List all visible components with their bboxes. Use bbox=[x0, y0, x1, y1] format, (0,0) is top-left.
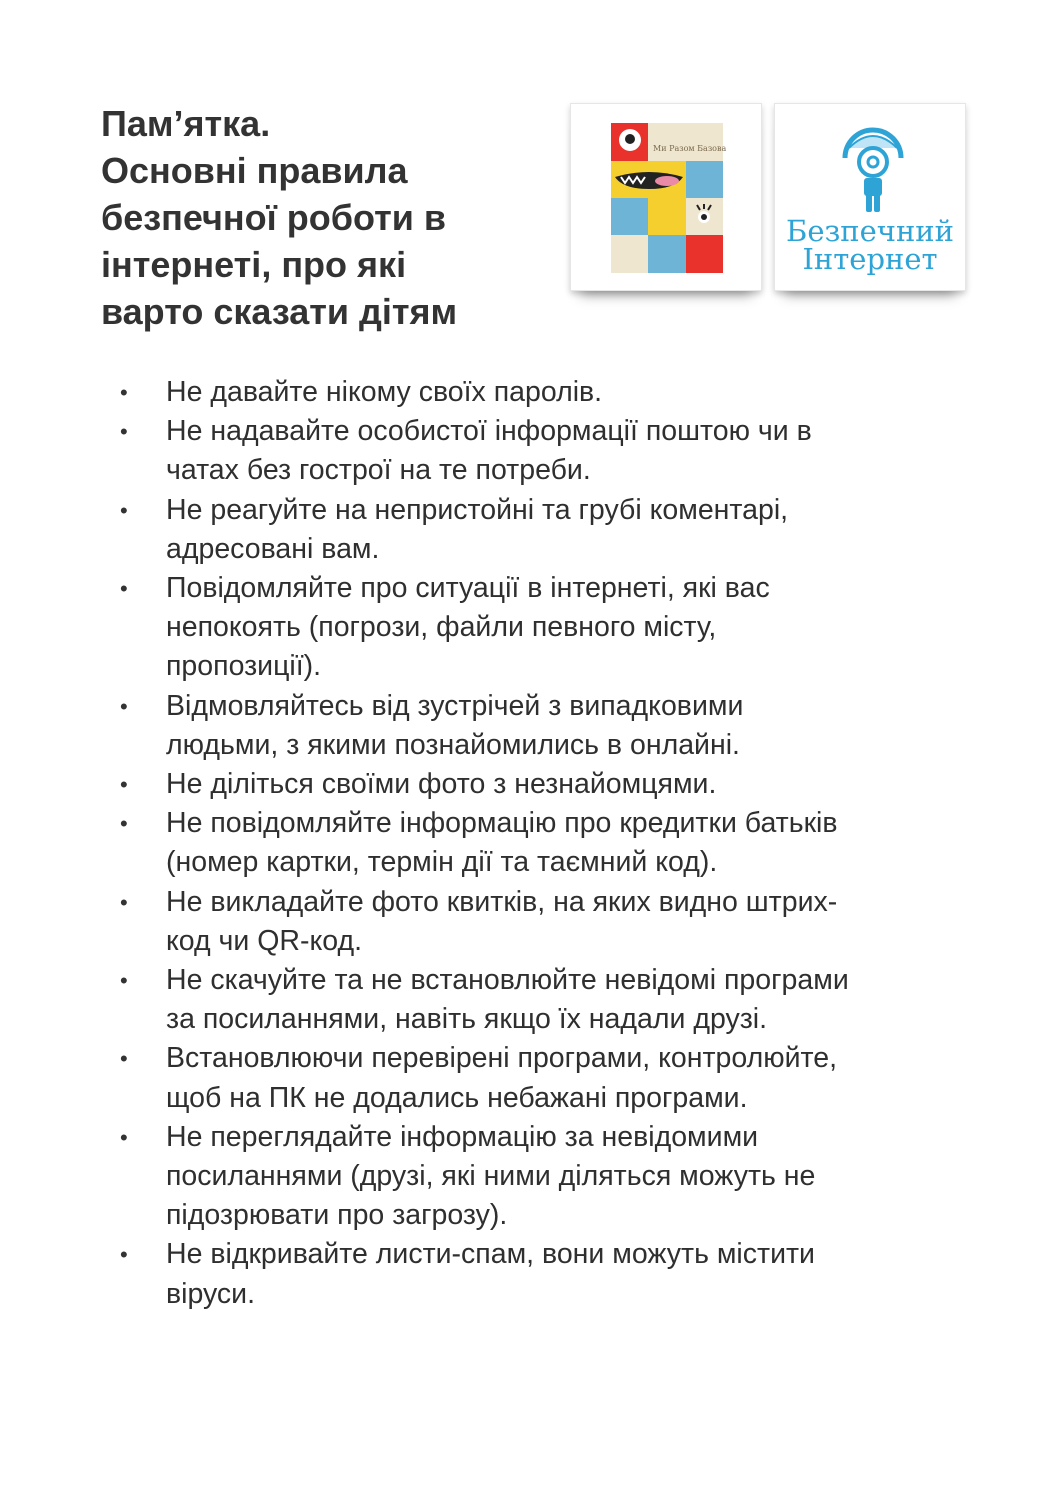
rule-item bbox=[120, 1235, 1020, 1313]
bullet-icon: • bbox=[120, 1124, 128, 1150]
rule-item bbox=[120, 883, 1020, 961]
rule-text-line: щоб на ПК не додались небажані програми. bbox=[166, 1081, 748, 1114]
title-line: інтернеті, про які bbox=[101, 244, 407, 285]
monster-eye-icon bbox=[617, 127, 643, 153]
rule-text-line: Не реагуйте на непристойні та грубі коментарі, bbox=[166, 493, 789, 526]
title-line: Пам’ятка. bbox=[101, 103, 271, 144]
bullet-icon: • bbox=[120, 576, 128, 602]
bullet-icon: • bbox=[120, 889, 128, 915]
rule-text-line: Не надавайте особистої інформації поштою чи в bbox=[166, 415, 812, 448]
rule-text-line: адресовані вам. bbox=[166, 532, 380, 565]
safe-internet-logo-line2: Інтернет bbox=[802, 242, 938, 276]
rule-text-line: Не повідомляйте інформацію про кредитки батьків bbox=[166, 807, 838, 840]
title-line: варто сказати дітям bbox=[101, 291, 458, 332]
rule-item bbox=[120, 961, 1020, 1039]
bullet-icon: • bbox=[120, 811, 128, 837]
monster-mouth-icon bbox=[613, 169, 685, 191]
page-title bbox=[101, 100, 541, 335]
bullet-icon: • bbox=[120, 1242, 128, 1268]
bullet-icon: • bbox=[120, 497, 128, 523]
rule-text-line: Не скачуйте та не встановлюйте невідомі програми bbox=[166, 964, 849, 997]
safe-internet-mascot-icon bbox=[833, 118, 913, 214]
rule-text-line: Відмовляйтесь від зустрічей з випадковими bbox=[166, 689, 744, 722]
mosaic-logo-label: Ми Разом Базова bbox=[653, 144, 727, 153]
rule-item bbox=[120, 1039, 1020, 1117]
rule-text-line: людьми, з якими познайомились в онлайні. bbox=[166, 728, 740, 761]
rule-text-line: чатах без гострої на те потреби. bbox=[166, 454, 591, 487]
rule-item bbox=[120, 373, 1020, 412]
rule-text-line: посиланнями (друзі, які ними діляться можуть не bbox=[166, 1160, 816, 1193]
bullet-icon: • bbox=[120, 772, 128, 798]
title-line: безпечної роботи в bbox=[101, 197, 446, 238]
bullet-icon: • bbox=[120, 380, 128, 405]
rule-text-line: непокоять (погрози, файли певного місту, bbox=[166, 611, 717, 644]
safe-internet-logo-line1: Безпечний bbox=[786, 214, 954, 248]
rule-text-line: Не давайте нікому своїх паролів. bbox=[166, 376, 603, 408]
rule-text-line: Повідомляйте про ситуації в інтернеті, які вас bbox=[166, 572, 770, 605]
bullet-icon: • bbox=[120, 1046, 128, 1072]
rule-text-line: віруси. bbox=[166, 1277, 256, 1310]
rule-item bbox=[120, 804, 1020, 882]
monster-small-eye-icon bbox=[693, 203, 715, 225]
rule-item bbox=[120, 1118, 1020, 1236]
rule-text-line: Не викладайте фото квитків, на яких видно штрих- bbox=[166, 885, 838, 918]
bullet-icon: • bbox=[120, 419, 128, 445]
rule-text-line: Не переглядайте інформацію за невідомими bbox=[166, 1120, 759, 1153]
rules-list bbox=[120, 373, 1020, 1314]
rule-item bbox=[120, 491, 1020, 569]
rule-text-line: код чи QR-код. bbox=[166, 924, 363, 957]
title-line: Основні правила bbox=[101, 150, 408, 191]
rule-text-line: Не відкривайте листи-спам, вони можуть містити bbox=[166, 1238, 815, 1271]
rule-text-line: пропозиції). bbox=[166, 650, 322, 683]
rule-item bbox=[120, 569, 1020, 687]
rule-text-line: підозрювати про загрозу). bbox=[166, 1199, 508, 1232]
rule-text-line: за посиланнями, навіть якщо їх надали друзі. bbox=[166, 1003, 768, 1036]
rule-item bbox=[120, 687, 1020, 765]
mosaic-logo-card bbox=[570, 103, 762, 291]
rule-item bbox=[120, 765, 1020, 804]
rule-item bbox=[120, 412, 1020, 490]
safe-internet-logo-card bbox=[774, 103, 966, 291]
rule-text-line: Встановлюючи перевірені програми, контролюйте, bbox=[166, 1042, 838, 1075]
bullet-icon: • bbox=[120, 693, 128, 719]
rule-text-line: (номер картки, термін дії та таємний код). bbox=[166, 846, 718, 879]
rule-text-line: Не діліться своїми фото з незнайомцями. bbox=[166, 768, 717, 801]
bullet-icon: • bbox=[120, 968, 128, 994]
